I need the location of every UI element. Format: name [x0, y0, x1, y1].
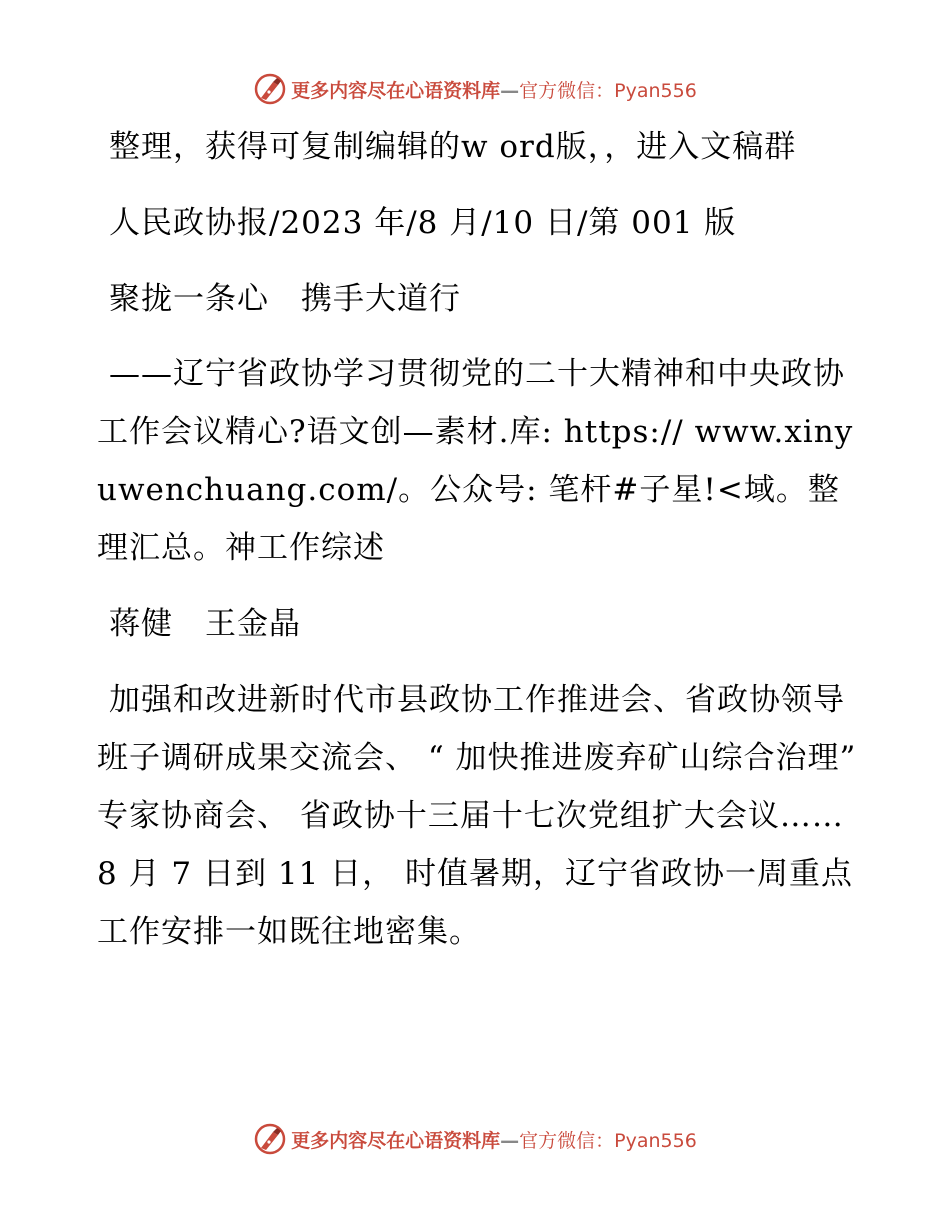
pen-nib-logo-icon [253, 1122, 287, 1156]
source-line: 人民政协报/2023 年/8 月/10 日/第 001 版 [109, 205, 737, 241]
body-paragraph: 加强和改进新时代市县政协工作推进会、省政协领导班子调研成果交流会、 “ 加快推进废弃矿山综合治理” 专家协商会、 省政协十三届十七次党组扩大会议…… 8 月 7 日到 11 日， 时值暑期，辽宁省政协一周重点工作安排一如既往地密集。 [97, 682, 857, 950]
footer-banner [0, 1122, 950, 1156]
article-subheadline: ——辽宁省政协学习贯彻党的二十大精神和中央政协工作会议精心?语文创—素材.库: https:// www.xinyuwenchuang.com/。公众号: 笔杆#子星!<域。整理汇总。神工作综述 [97, 356, 854, 566]
footer-banner-text: 更多内容尽在心语资料库—官方微信：Pyan556 [291, 1129, 697, 1152]
pen-nib-logo-icon [253, 72, 287, 106]
article-headline: 聚拢一条心 携手大道行 [109, 281, 461, 317]
header-banner-text: 更多内容尽在心语资料库—官方微信：Pyan556 [291, 79, 697, 102]
article-authors: 蒋健 王金晶 [109, 606, 301, 642]
article-body [97, 118, 857, 979]
intro-paragraph: 整理，获得可复制编辑的w ord版，，进入文稿群 [109, 129, 797, 165]
header-banner [0, 72, 950, 106]
